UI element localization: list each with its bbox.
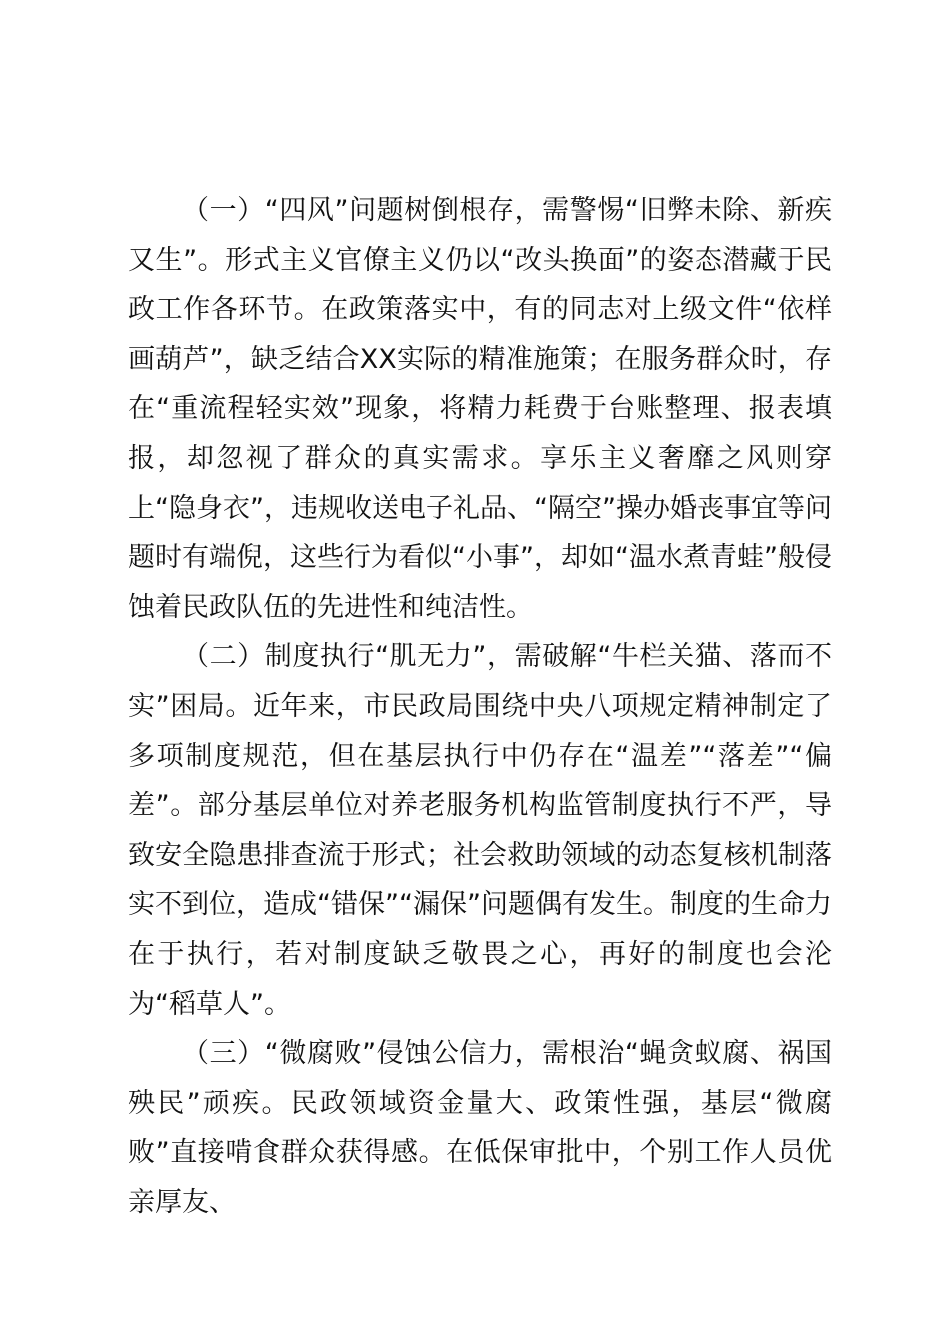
paragraph-2: （二）制度执行“肌无力”，需破解“牛栏关猫、落而不实”困局。近年来，市民政局围绕中央八项规定精神制定了多项制度规范，但在基层执行中仍存在“温差”“落差”“偏差”。部分基层单位对养老服务机构监管制度执行不严，导致安全隐患排查流于形式；社会救助领域的动态复核机制落实不到位，造成“错保”“漏保”问题偶有发生。制度的生命力在于执行，若对制度缺乏敬畏之心，再好的制度也会沦为“稻草人”。	[128, 641, 832, 1020]
paragraph-1: （一）“四风”问题树倒根存，需警惕“旧弊未除、新疾又生”。形式主义官僚主义仍以“改头换面”的姿态潜藏于民政工作各环节。在政策落实中，有的同志对上级文件“依样画葫芦”，缺乏结合XX实际的精准施策；在服务群众时，存在“重流程轻实效”现象，将精力耗费于台账整理、报表填报，却忽视了群众的真实需求。享乐主义奢靡之风则穿上“隐身衣”，违规收送电子礼品、“隔空”操办婚丧事宜等问题时有端倪，这些行为看似“小事”，却如“温水煮青蛙”般侵蚀着民政队伍的先进性和纯洁性。	[128, 195, 832, 623]
document-body	[128, 186, 832, 1227]
paragraph-3: （三）“微腐败”侵蚀公信力，需根治“蝇贪蚁腐、祸国殃民”顽疾。民政领域资金量大、政策性强，基层“微腐败”直接啃食群众获得感。在低保审批中，个别工作人员优亲厚友、	[128, 1038, 832, 1218]
